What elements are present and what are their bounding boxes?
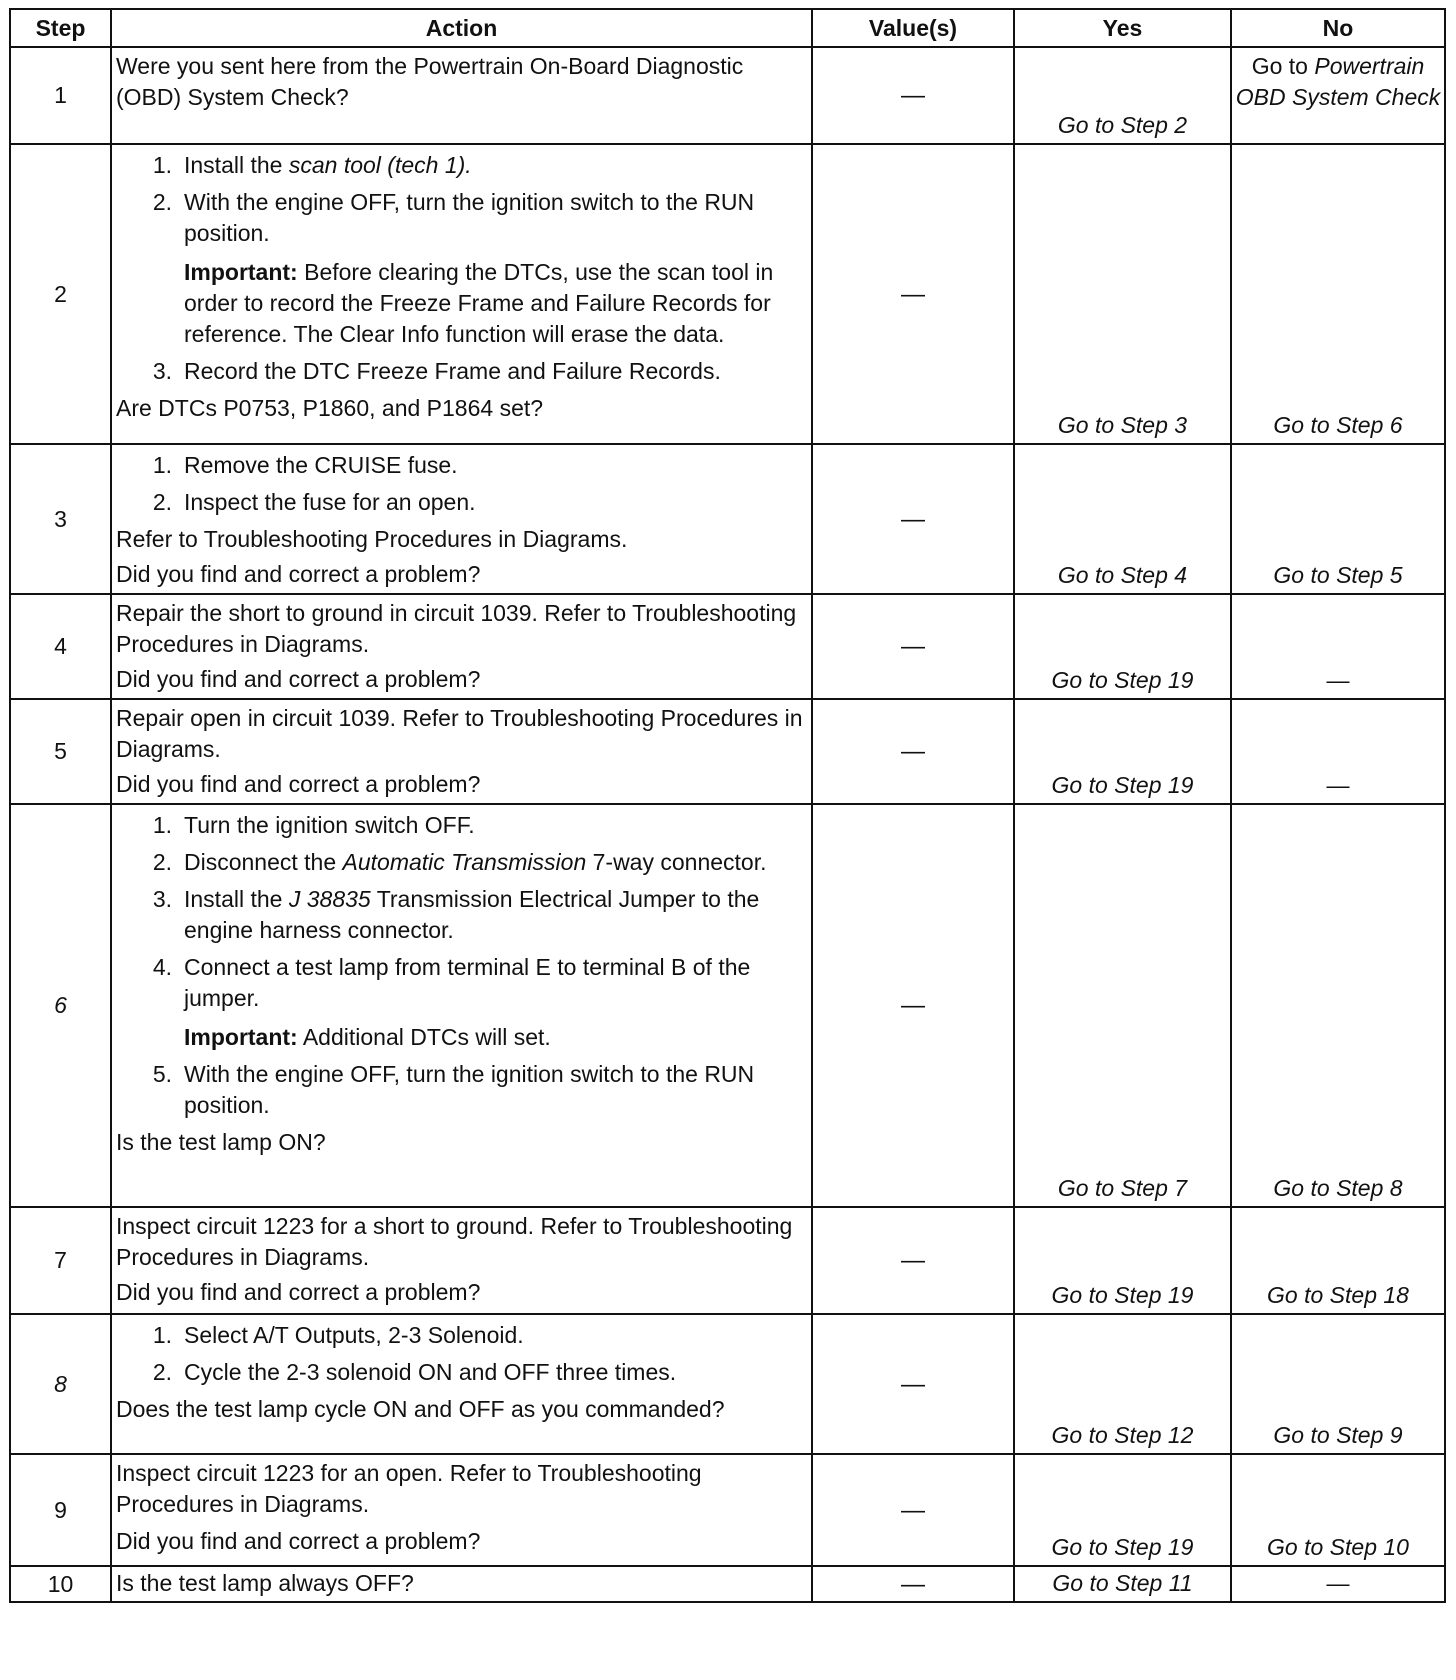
- no-cell: Go to Step 10: [1231, 1454, 1445, 1566]
- value-cell: —: [812, 1454, 1014, 1566]
- action-question: Did you find and correct a problem?: [116, 666, 481, 692]
- action-question: Are DTCs P0753, P1860, and P1864 set?: [116, 395, 544, 421]
- step-number: 10: [10, 1566, 111, 1602]
- action-question: Is the test lamp always OFF?: [116, 1570, 414, 1596]
- action-question: Does the test lamp cycle ON and OFF as you commanded?: [116, 1396, 725, 1422]
- action-refer: Refer to Troubleshooting Procedures in Diagrams.: [116, 526, 628, 552]
- step-number: 3: [10, 444, 111, 594]
- yes-cell: Go to Step 19: [1014, 699, 1231, 804]
- header-yes: Yes: [1014, 9, 1231, 47]
- no-cell: Go to Step 5: [1231, 444, 1445, 594]
- no-cell: [1231, 47, 1445, 144]
- header-step: Step: [10, 9, 111, 47]
- table-row: [10, 47, 1445, 144]
- header-values: Value(s): [812, 9, 1014, 47]
- no-link: Powertrain OBD System Check: [1235, 53, 1441, 110]
- action-item: 1. Install the scan tool (tech 1).: [152, 152, 472, 178]
- step-number: 6: [10, 804, 111, 1207]
- action-question: Did you find and correct a problem?: [116, 771, 481, 797]
- yes-cell: Go to Step 12: [1014, 1314, 1231, 1454]
- header-row: [10, 9, 1445, 47]
- action-cell: [111, 1454, 812, 1566]
- value-cell: —: [812, 699, 1014, 804]
- action-item: 2. Cycle the 2-3 solenoid ON and OFF three times.: [152, 1359, 677, 1385]
- yes-cell: Go to Step 3: [1014, 144, 1231, 444]
- action-item: 1. Remove the CRUISE fuse.: [152, 452, 458, 478]
- no-cell: Go to Step 18: [1231, 1207, 1445, 1314]
- no-cell: Go to Step 9: [1231, 1314, 1445, 1454]
- value-cell: —: [812, 444, 1014, 594]
- yes-cell: Go to Step 7: [1014, 804, 1231, 1207]
- action-cell: [111, 699, 812, 804]
- table-row: [10, 1566, 1445, 1602]
- action-cell: [111, 144, 812, 444]
- step-number: 7: [10, 1207, 111, 1314]
- table-row: [10, 1314, 1445, 1454]
- yes-cell: Go to Step 11: [1014, 1566, 1231, 1602]
- action-item: 1. Select A/T Outputs, 2-3 Solenoid.: [152, 1322, 524, 1348]
- action-question: Did you find and correct a problem?: [116, 561, 481, 587]
- action-text: Inspect circuit 1223 for a short to ground. Refer to Troubleshooting Procedures in Diagrams.: [116, 1213, 793, 1270]
- no-cell: —: [1231, 1566, 1445, 1602]
- action-cell: [111, 47, 812, 144]
- action-cell: [111, 444, 812, 594]
- step-number: 1: [10, 47, 111, 144]
- value-cell: —: [812, 47, 1014, 144]
- yes-cell: Go to Step 2: [1014, 47, 1231, 144]
- action-item: 4. Connect a test lamp from terminal E to terminal B of the jumper.: [152, 954, 751, 1011]
- step-number: 4: [10, 594, 111, 699]
- action-cell: [111, 804, 812, 1207]
- value-cell: —: [812, 1314, 1014, 1454]
- no-cell: —: [1231, 594, 1445, 699]
- step-number: 5: [10, 699, 111, 804]
- value-cell: —: [812, 804, 1014, 1207]
- action-text: Repair the short to ground in circuit 1039. Refer to Troubleshooting Procedures in Diagrams.: [116, 600, 797, 657]
- table-row: [10, 444, 1445, 594]
- action-cell: [111, 1566, 812, 1602]
- important-note: Important: Before clearing the DTCs, use the scan tool in order to record the Freeze Frame and Failure Records for reference. The Clear Info function will erase the data.: [184, 259, 774, 347]
- action-item: 2. Disconnect the Automatic Transmission 7-way connector.: [152, 849, 767, 875]
- value-cell: —: [812, 144, 1014, 444]
- step-number: 2: [10, 144, 111, 444]
- no-cell: Go to Step 6: [1231, 144, 1445, 444]
- yes-cell: Go to Step 19: [1014, 594, 1231, 699]
- no-cell: Go to Step 8: [1231, 804, 1445, 1207]
- action-cell: [111, 1314, 812, 1454]
- yes-cell: Go to Step 4: [1014, 444, 1231, 594]
- action-cell: [111, 1207, 812, 1314]
- action-text: Inspect circuit 1223 for an open. Refer to Troubleshooting Procedures in Diagrams.: [116, 1460, 702, 1517]
- action-cell: [111, 594, 812, 699]
- value-cell: —: [812, 1566, 1014, 1602]
- action-text: Were you sent here from the Powertrain On-Board Diagnostic (OBD) System Check?: [116, 53, 744, 110]
- step-number: 9: [10, 1454, 111, 1566]
- value-cell: —: [812, 594, 1014, 699]
- action-question: Did you find and correct a problem?: [116, 1528, 481, 1554]
- action-item: 5. With the engine OFF, turn the ignition switch to the RUN position.: [152, 1061, 755, 1118]
- yes-cell: Go to Step 19: [1014, 1454, 1231, 1566]
- action-item: 2. Inspect the fuse for an open.: [152, 489, 476, 515]
- diagnostic-table: [9, 8, 1446, 1603]
- value-cell: —: [812, 1207, 1014, 1314]
- table-row: [10, 594, 1445, 699]
- action-item: 3. Install the J 38835 Transmission Electrical Jumper to the engine harness connector.: [152, 886, 760, 943]
- table-row: [10, 144, 1445, 444]
- table-row: [10, 1207, 1445, 1314]
- table-row: [10, 804, 1445, 1207]
- no-prefix: Go to: [1251, 53, 1308, 79]
- action-question: Is the test lamp ON?: [116, 1129, 326, 1155]
- action-question: Did you find and correct a problem?: [116, 1279, 481, 1305]
- action-item: 2. With the engine OFF, turn the ignition switch to the RUN position.: [152, 189, 755, 246]
- no-cell: —: [1231, 699, 1445, 804]
- header-no: No: [1231, 9, 1445, 47]
- important-note: Important: Additional DTCs will set.: [184, 1024, 551, 1050]
- action-item: 1. Turn the ignition switch OFF.: [152, 812, 475, 838]
- yes-cell: Go to Step 19: [1014, 1207, 1231, 1314]
- action-text: Repair open in circuit 1039. Refer to Troubleshooting Procedures in Diagrams.: [116, 705, 803, 762]
- action-item: 3. Record the DTC Freeze Frame and Failure Records.: [152, 358, 721, 384]
- header-action: Action: [111, 9, 812, 47]
- table-row: [10, 1454, 1445, 1566]
- table-row: [10, 699, 1445, 804]
- step-number: 8: [10, 1314, 111, 1454]
